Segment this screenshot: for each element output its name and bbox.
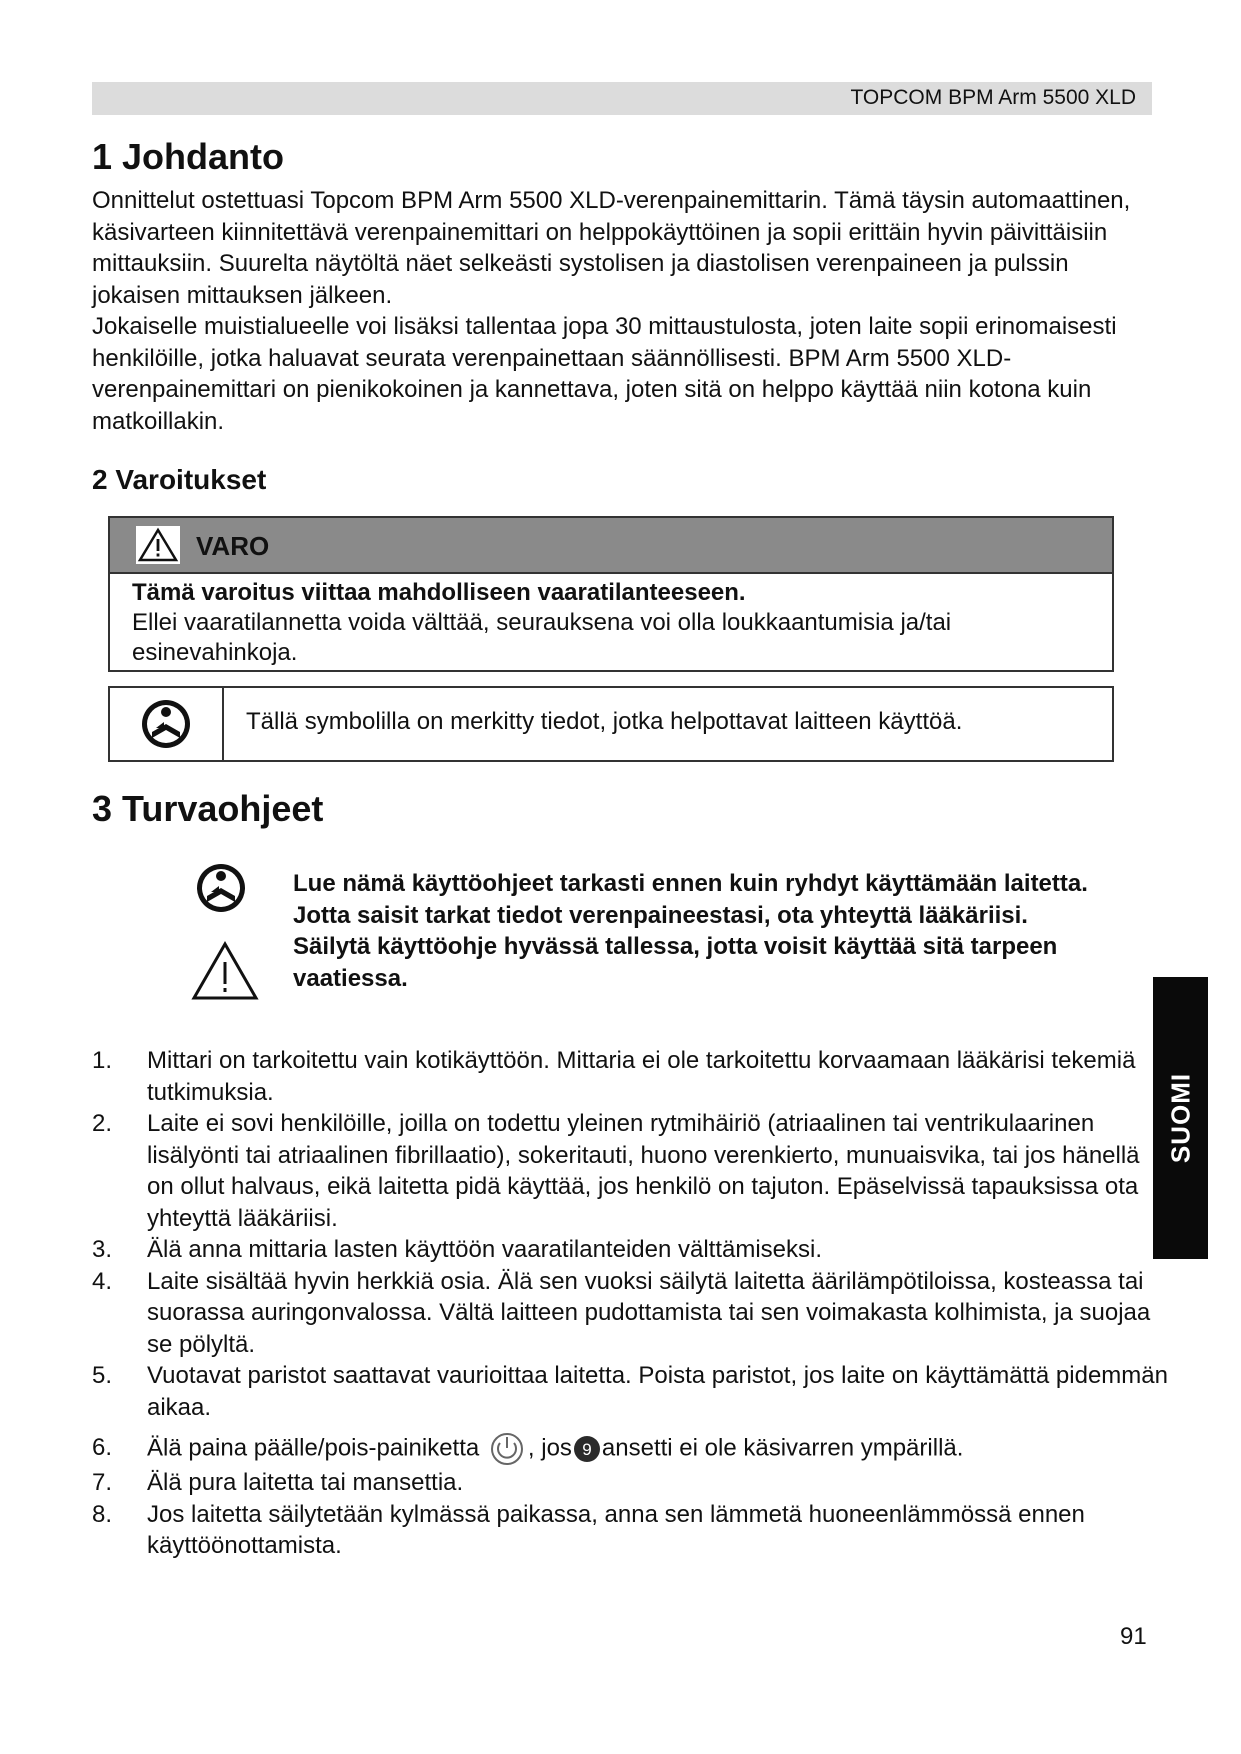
list-item: 5. Vuotavat paristot saattavat vaurioittaa laitetta. Poista paristot, jos laite on käyttämättä pidemmän aikaa.	[92, 1362, 1168, 1421]
warning-label: VARO	[196, 531, 270, 561]
header-bar	[92, 82, 1152, 115]
read-manual-icon	[138, 698, 194, 750]
warning-box	[108, 516, 1114, 672]
info-box	[108, 686, 1114, 762]
page-number: 91	[1120, 1623, 1147, 1650]
info-icon-cell	[110, 688, 224, 760]
warning-text: Ellei vaaratilannetta voida välttää, seurauksena voi olla loukkaantumisia ja/tai esinevahinkoja.	[132, 609, 952, 666]
document-title: TOPCOM BPM Arm 5500 XLD	[850, 86, 1136, 109]
info-text: Tällä symbolilla on merkitty tiedot, jotka helpottavat laitteen käyttöä.	[246, 708, 963, 735]
warning-body	[110, 574, 1112, 672]
list-item: 4. Laite sisältää hyvin herkkiä osia. Älä sen vuoksi säilytä laitetta äärilämpötiloissa, kosteassa tai suorassa auringonvalossa. Vältä laitteen pudottamista tai sen voimakasta kolhimista, ja suojaa se pölyltä.	[92, 1267, 1151, 1358]
warning-bold-line: Tämä varoitus viittaa mahdolliseen vaaratilanteeseen.	[132, 579, 746, 606]
svg-text:9: 9	[582, 1440, 592, 1459]
list-item: 1. Mittari on tarkoitettu vain kotikäyttöön. Mittaria ei ole tarkoitettu korvaamaan lääkärisi tekemiä tutkimuksia.	[92, 1047, 1136, 1106]
section-1-paragraph-2: Jokaiselle muistialueelle voi lisäksi tallentaa jopa 30 mittaustulosta, joten laite sopii erinomaisesti henkilöille, jotka haluavat seurata verenpainettaan säännöllisesti. BPM Arm 5500 XLD-verenpainemittari on pienikokoinen ja kannettava, joten sitä on helppo käyttää niin kotona kuin matkoillakin.	[92, 313, 1117, 435]
language-side-tab	[1153, 977, 1208, 1259]
list-item: 2. Laite ei sovi henkilöille, joilla on todettu yleinen rytmihäiriö (atriaalinen tai ventrikulaarinen lisälyönti tai atriaalinen fibrillaatio), sokeritauti, huono verenkierto, munuaisvika, tai jos hänellä on ollut halvaus, eikä laitetta pidä käyttää, jos henkilö on tajuton. Epäselvissä tapauksissa ota yhteyttä lääkäriisi.	[92, 1110, 1140, 1232]
warning-triangle-icon	[136, 526, 180, 564]
list-item: 6. Älä paina päälle/pois-painiketta , jos 9 ansetti ei ole käsivarren ympärillä.	[92, 1431, 1172, 1467]
caution-triangle-icon	[190, 940, 260, 1002]
section-1-body	[92, 185, 1152, 437]
power-button-icon	[486, 1431, 528, 1467]
safety-intro: Lue nämä käyttöohjeet tarkasti ennen kuin ryhdyt käyttämään laitetta. Jotta saisit tarkat tiedot verenpaineestasi, ota yhteyttä lääkäriisi. Säilytä käyttöohje hyvässä tallessa, jotta voisit käyttää sitä tarpeen vaatiessa.	[293, 870, 1088, 992]
number-badge-icon	[572, 1434, 602, 1464]
language-side-tab-label: SUOMI	[1165, 1072, 1195, 1164]
section-3-heading: 3 Turvaohjeet	[92, 788, 324, 829]
section-1-paragraph-1: Onnittelut ostettuasi Topcom BPM Arm 5500 XLD-verenpainemittarin. Tämä täysin automaattinen, käsivarteen kiinnitettävä verenpainemittari on helppokäyttöinen ja sopii erittäin hyvin päivittäisiin mittauksiin. Suurelta näytöltä näet selkeästi systolisen ja diastolisen verenpaineen ja pulssin jokaisen mittauksen jälkeen.	[92, 187, 1131, 309]
warning-header	[110, 518, 1112, 574]
safety-list	[92, 1045, 1172, 1562]
list-item: 7. Älä pura laitetta tai mansettia.	[92, 1469, 464, 1496]
section-2-heading: 2 Varoitukset	[92, 464, 267, 495]
list-item: 8. Jos laitetta säilytetään kylmässä paikassa, anna sen lämmetä huoneenlämmössä ennen käyttöönottamista.	[92, 1500, 1085, 1559]
read-manual-icon	[193, 862, 249, 914]
list-item: 3. Älä anna mittaria lasten käyttöön vaaratilanteiden välttämiseksi.	[92, 1236, 823, 1263]
section-1-heading: 1 Johdanto	[92, 136, 285, 177]
